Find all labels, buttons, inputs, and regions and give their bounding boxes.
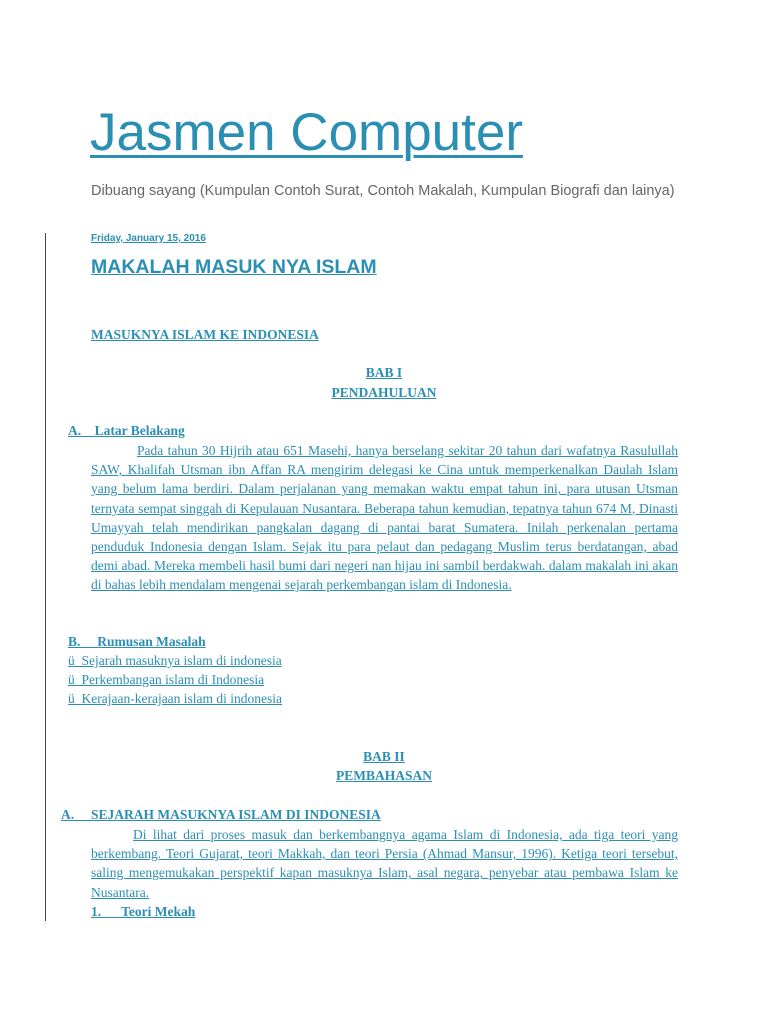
content-left-border xyxy=(45,233,46,921)
bab1-number: BAB I xyxy=(365,365,403,380)
post-date[interactable]: Friday, January 15, 2016 xyxy=(91,233,206,244)
bab2-number: BAB II xyxy=(363,749,405,764)
subsection-1-heading: 1. Teori Mekah xyxy=(91,904,196,919)
post-title[interactable]: MAKALAH MASUK NYA ISLAM xyxy=(91,256,377,278)
bab1-name: PENDAHULUAN xyxy=(331,385,437,400)
list-item: ü Perkembangan islam di Indonesia xyxy=(68,672,265,687)
list-item: ü Kerajaan-kerajaan islam di indonesia xyxy=(68,691,283,706)
section-b-heading: B. Rumusan Masalah xyxy=(68,634,206,649)
site-title[interactable]: Jasmen Computer xyxy=(90,103,524,162)
site-description: Dibuang sayang (Kumpulan Contoh Surat, Contoh Makalah, Kumpulan Biografi dan lainya) xyxy=(91,183,675,199)
section-a-heading: A. Latar Belakang xyxy=(68,423,185,438)
list-item: ü Sejarah masuknya islam di indonesia xyxy=(68,653,282,668)
section-a2-paragraph: Di lihat dari proses masuk dan berkembangnya agama Islam di Indonesia, ada tiga teori yang berkembang. Teori Gujarat, teori Makkah, dan teori Persia (Ahmad Mansur, 1996). Ketiga teori tersebut, saling mengemukakan perspektif kapan masuknya Islam, asal negara, penyebar atau pembawa Islam ke Nusantara. xyxy=(91,827,678,900)
bab2-name: PEMBAHASAN xyxy=(335,768,432,783)
section-a2-heading: A. SEJARAH MASUKNYA ISLAM DI INDONESIA xyxy=(61,807,381,822)
post-subtitle: MASUKNYA ISLAM KE INDONESIA xyxy=(91,327,319,342)
section-a-paragraph: Pada tahun 30 Hijrih atau 651 Masehi, hanya berselang sekitar 20 tahun dari wafatnya Rasulullah SAW, Khalifah Utsman ibn Affan RA mengirim delegasi ke Cina untuk memperkenalkan Daulah Islam yang belum lama berdiri. Dalam perjalanan yang memakan waktu empat tahun ini, para utusan Utsman ternyata sempat singgah di Kepulauan Nusantara. Beberapa tahun kemudian, tepatnya tahun 674 M, Dinasti Umayyah telah mendirikan pangkalan dagang di pantai barat Sumatera. Inilah perkenalan pertama penduduk Indonesia dengan Islam. Sejak itu para pelaut dan pedagang Muslim terus berdatangan, abad demi abad. Mereka membeli hasil bumi dari negeri nan hijau ini sambil berdakwah. dalam makalah ini akan di bahas lebih mendalam mengenai sejarah perkembangan islam di Indonesia. xyxy=(91,443,678,593)
